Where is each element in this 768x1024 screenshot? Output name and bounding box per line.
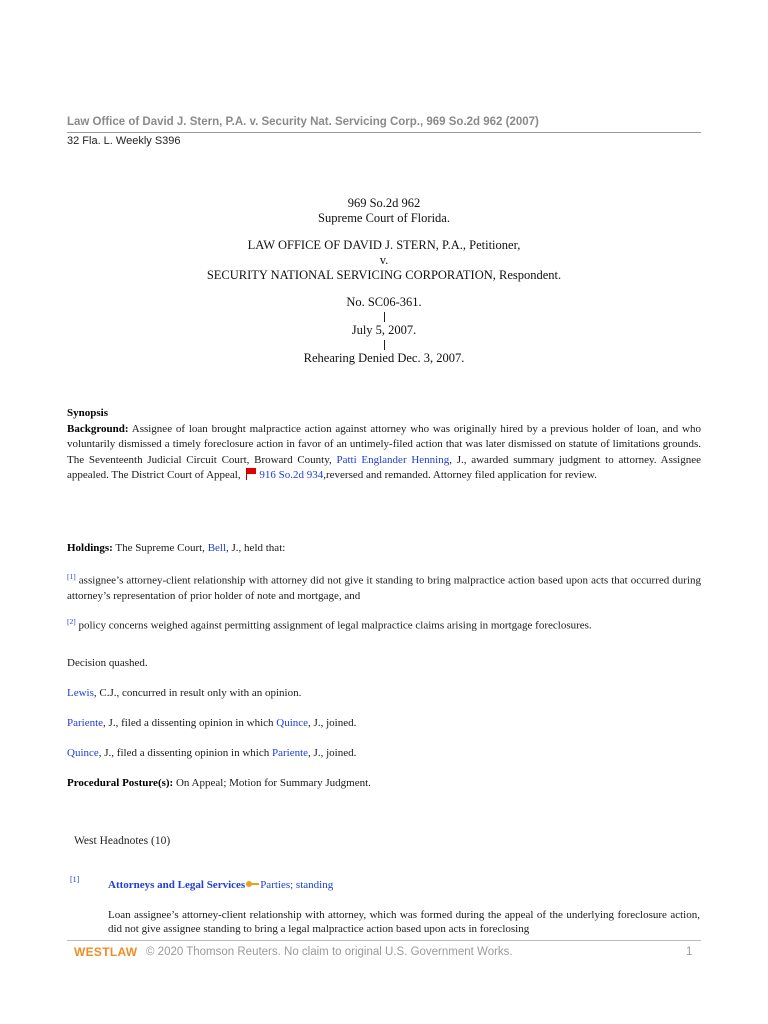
petitioner: LAW OFFICE OF DAVID J. STERN, P.A., Petitioner, <box>247 238 521 252</box>
headnote-topic-link[interactable]: Attorneys and Legal Services <box>108 879 246 891</box>
header-divider <box>67 132 701 133</box>
headnote-subtopic-link[interactable]: Parties; standing <box>260 879 334 891</box>
holdings-intro: Holdings: The Supreme Court, Bell, J., held that: <box>67 542 286 554</box>
synopsis-section <box>67 406 701 484</box>
judge-quince-link[interactable]: Quince <box>276 717 309 729</box>
judge-bell-link[interactable]: Bell <box>207 542 227 554</box>
synopsis-heading: Synopsis <box>67 407 108 419</box>
holding-number-link[interactable]: [2] <box>67 617 76 626</box>
footer-divider <box>67 940 701 941</box>
decision-line: Decision quashed. <box>67 657 148 669</box>
red-flag-icon[interactable] <box>245 468 257 480</box>
background-label: Background: <box>67 422 129 435</box>
judge-quince-link[interactable]: Quince <box>67 747 99 759</box>
headnote-body: Loan assignee’s attorney-client relationship with attorney, which was formed during the appeal of the underlying foreclosure action, did not give assignee standing to bring a legal malpractice action based upon acts in foreclosing <box>108 909 700 935</box>
judge-pariente-link[interactable]: Pariente <box>272 747 309 759</box>
separator-bar <box>384 312 385 322</box>
headnote-topic <box>108 879 333 891</box>
appeal-citation-link[interactable]: 916 So.2d 934 <box>259 469 324 481</box>
case-title-header: Law Office of David J. Stern, P.A. v. Security Nat. Servicing Corp., 969 So.2d 962 (2007) <box>67 116 539 128</box>
background-paragraph: Background: Assignee of loan brought malpractice action against attorney who was originally hired by a previous holder of loan, and who voluntarily dismissed a timely foreclosure action in favor of an untimely-filed action that was later dismissed on statute of limitations grounds. The Seventeenth Judicial Circuit Court, Broward County, Patti Englander Henning, J., awarded summary judgment to attorney. Assignee appealed. The District Court of Appeal, 916 So.2d 934,reversed and remanded. Attorney filed application for review. <box>67 422 701 481</box>
holdings-label: Holdings: <box>67 542 113 554</box>
holding-item: [1] assignee’s attorney-client relationship with attorney did not give it standing to bring malpractice action based upon acts that occurred during attorney’s representation of prior holder of note and mortgage, and <box>67 572 702 603</box>
rehearing-date: Rehearing Denied Dec. 3, 2007. <box>303 351 465 365</box>
headnote-number-link[interactable]: [1] <box>70 875 80 884</box>
holding-item: [2] policy concerns weighed against permitting assignment of legal malpractice claims arising in mortgage foreclosures. <box>67 617 592 632</box>
respondent: SECURITY NATIONAL SERVICING CORPORATION, Respondent. <box>206 268 562 282</box>
judge-lewis-link[interactable]: Lewis <box>67 687 94 699</box>
pariente-dissent-line: Pariente, J., filed a dissenting opinion in which Quince, J., joined. <box>67 717 357 729</box>
westlaw-logo: WESTLAW <box>74 945 138 959</box>
judge-pariente-link[interactable]: Pariente <box>67 717 104 729</box>
page-number: 1 <box>686 946 693 958</box>
posture-label: Procedural Posture(s): <box>67 777 174 789</box>
court-name: Supreme Court of Florida. <box>318 211 450 225</box>
versus: v. <box>379 253 389 267</box>
key-icon <box>246 880 259 888</box>
footer-copyright: © 2020 Thomson Reuters. No claim to original U.S. Government Works. <box>146 946 513 958</box>
holding-number-link[interactable]: [1] <box>67 572 76 581</box>
lewis-opinion-line: Lewis, C.J., concurred in result only with an opinion. <box>67 687 302 699</box>
quince-dissent-line: Quince, J., filed a dissenting opinion in which Pariente, J., joined. <box>67 747 357 759</box>
judge-henning-link[interactable]: Patti Englander Henning <box>336 453 450 466</box>
case-caption <box>67 196 701 366</box>
headnotes-title: West Headnotes (10) <box>74 835 171 847</box>
decision-date: July 5, 2007. <box>351 323 417 337</box>
reporter-citation: 969 So.2d 962 <box>347 196 421 210</box>
procedural-posture: Procedural Posture(s): On Appeal; Motion for Summary Judgment. <box>67 777 371 789</box>
docket-number: No. SC06-361. <box>346 295 422 309</box>
separator-bar <box>384 340 385 350</box>
weekly-citation: 32 Fla. L. Weekly S396 <box>67 135 181 147</box>
